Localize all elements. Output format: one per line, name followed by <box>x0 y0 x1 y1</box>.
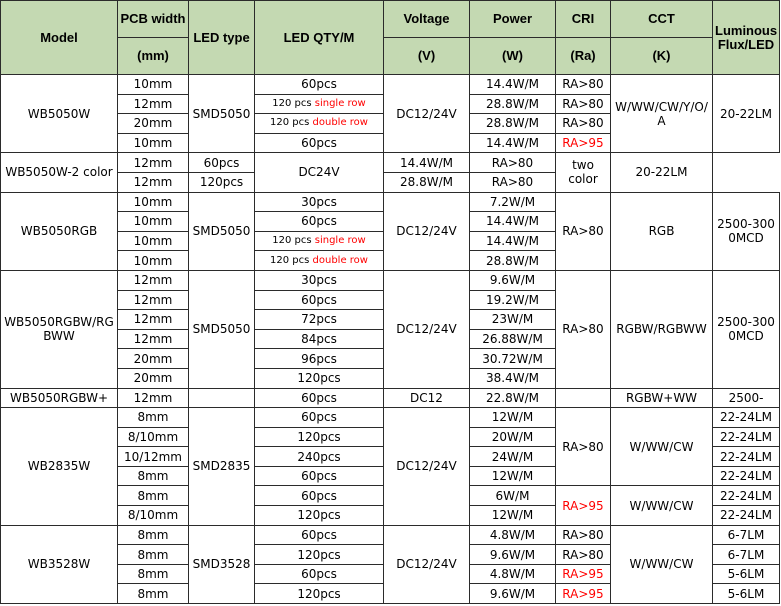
power-cell: 6W/M <box>470 486 556 506</box>
cri-cell: RA>80 <box>556 545 611 565</box>
luminous-flux-cell: 2500-3000MCD <box>713 270 780 388</box>
pcb-width-cell: 8mm <box>118 408 189 428</box>
header-row-2 <box>1 38 780 75</box>
pcb-width-cell: 8mm <box>118 545 189 565</box>
header-led-qty: LED QTY/M <box>255 1 384 75</box>
power-cell: 4.8W/M <box>470 525 556 545</box>
voltage-cell: DC24V <box>255 153 384 192</box>
led-qty-cell <box>255 231 384 251</box>
header-luminous-flux: Luminous Flux/LED <box>713 1 780 75</box>
cri-cell: RA>80 <box>556 525 611 545</box>
led-qty-cell: 60pcs <box>255 408 384 428</box>
cri-cell: RA>95 <box>556 133 611 153</box>
led-qty-cell <box>255 114 384 134</box>
led-type-cell: SMD2835 <box>189 408 255 526</box>
power-cell: 7.2W/M <box>470 192 556 212</box>
table-row <box>1 192 780 212</box>
led-qty-number: 120 pcs <box>270 254 313 266</box>
led-qty-cell: 120pcs <box>255 427 384 447</box>
led-type-cell: SMD5050 <box>189 75 255 153</box>
table-row <box>1 270 780 290</box>
header-cct: CCT <box>611 1 713 38</box>
power-cell: 38.4W/M <box>470 368 556 388</box>
pcb-width-cell: 10mm <box>118 212 189 232</box>
pcb-width-cell: 8mm <box>118 564 189 584</box>
row-type-note: double row <box>312 254 368 266</box>
voltage-cell: DC12/24V <box>384 75 470 153</box>
pcb-width-cell: 12mm <box>118 153 189 173</box>
luminous-flux-cell: 22-24LM <box>713 408 780 428</box>
power-cell: 22.8W/M <box>470 388 556 408</box>
pcb-width-cell: 10mm <box>118 133 189 153</box>
power-cell: 12W/M <box>470 466 556 486</box>
luminous-flux-cell: 22-24LM <box>713 506 780 526</box>
pcb-width-cell: 8mm <box>118 486 189 506</box>
voltage-cell: DC12/24V <box>384 192 470 270</box>
header-cri-unit: (Ra) <box>556 38 611 75</box>
cri-cell: RA>80 <box>556 408 611 486</box>
model-cell: WB5050RGBW/RGBWW <box>1 270 118 388</box>
pcb-width-cell: 10mm <box>118 192 189 212</box>
voltage-cell: DC12/24V <box>384 525 470 603</box>
cct-cell: W/WW/CW <box>611 525 713 603</box>
voltage-cell: DC12 <box>384 388 470 408</box>
cri-cell: RA>80 <box>556 75 611 95</box>
pcb-width-cell: 12mm <box>118 270 189 290</box>
led-qty-cell: 30pcs <box>255 192 384 212</box>
cct-cell: W/WW/CW/Y/O/A <box>611 75 713 153</box>
model-cell: WB5050RGB <box>1 192 118 270</box>
power-cell: 20W/M <box>470 427 556 447</box>
cri-cell: RA>80 <box>556 270 611 388</box>
power-cell: 24W/M <box>470 447 556 467</box>
cri-cell: RA>80 <box>470 172 556 192</box>
pcb-width-cell: 12mm <box>118 172 189 192</box>
cri-cell: RA>95 <box>556 564 611 584</box>
header-power: Power <box>470 1 556 38</box>
table-row <box>1 525 780 545</box>
led-qty-cell: 60pcs <box>255 133 384 153</box>
model-cell: WB5050RGBW+ <box>1 388 118 408</box>
luminous-flux-cell: 22-24LM <box>713 447 780 467</box>
cri-cell: RA>80 <box>470 153 556 173</box>
cct-cell: W/WW/CW <box>611 486 713 525</box>
pcb-width-cell: 12mm <box>118 329 189 349</box>
header-model: Model <box>1 1 118 75</box>
power-cell: 28.8W/M <box>384 172 470 192</box>
row-type-note: single row <box>314 235 366 247</box>
header-voltage-unit: (V) <box>384 38 470 75</box>
led-qty-cell: 60pcs <box>255 486 384 506</box>
luminous-flux-cell: 20-22LM <box>611 153 713 192</box>
power-cell: 12W/M <box>470 506 556 526</box>
power-cell: 14.4W/M <box>470 212 556 232</box>
cct-cell: W/WW/CW <box>611 408 713 486</box>
pcb-width-cell: 20mm <box>118 349 189 369</box>
model-cell: WB5050W <box>1 75 118 153</box>
cri-cell: RA>95 <box>556 584 611 604</box>
led-qty-cell: 120pcs <box>255 584 384 604</box>
pcb-width-cell: 20mm <box>118 114 189 134</box>
power-cell: 9.6W/M <box>470 584 556 604</box>
cri-cell <box>556 388 611 408</box>
header-cct-unit: (K) <box>611 38 713 75</box>
header-pcb-width: PCB width <box>118 1 189 38</box>
pcb-width-cell: 12mm <box>118 310 189 330</box>
pcb-width-cell: 8/10mm <box>118 506 189 526</box>
table-row <box>1 408 780 428</box>
led-qty-cell: 60pcs <box>255 525 384 545</box>
led-qty-cell: 84pcs <box>255 329 384 349</box>
power-cell: 14.4W/M <box>470 231 556 251</box>
led-qty-number: 120 pcs <box>272 235 315 247</box>
cri-cell: RA>80 <box>556 192 611 270</box>
pcb-width-cell: 8mm <box>118 466 189 486</box>
led-qty-cell: 60pcs <box>255 212 384 232</box>
led-qty-cell: 72pcs <box>255 310 384 330</box>
pcb-width-cell: 8mm <box>118 525 189 545</box>
header-row-1 <box>1 1 780 38</box>
led-qty-cell: 120pcs <box>255 545 384 565</box>
power-cell: 9.6W/M <box>470 545 556 565</box>
led-qty-cell: 60pcs <box>189 153 255 173</box>
header-voltage: Voltage <box>384 1 470 38</box>
pcb-width-cell: 10mm <box>118 231 189 251</box>
power-cell: 28.8W/M <box>470 251 556 271</box>
led-qty-cell <box>255 94 384 114</box>
luminous-flux-cell: 2500- <box>713 388 780 408</box>
pcb-width-cell: 10mm <box>118 75 189 95</box>
led-qty-number: 120 pcs <box>270 117 313 129</box>
power-cell: 4.8W/M <box>470 564 556 584</box>
luminous-flux-cell: 22-24LM <box>713 427 780 447</box>
header-led-type: LED type <box>189 1 255 75</box>
led-qty-cell: 120pcs <box>255 506 384 526</box>
led-type-cell: SMD5050 <box>189 192 255 270</box>
led-qty-number: 120 pcs <box>272 97 315 109</box>
pcb-width-cell: 10mm <box>118 251 189 271</box>
model-cell: WB3528W <box>1 525 118 603</box>
row-type-note: single row <box>314 97 366 109</box>
luminous-flux-cell: 2500-3000MCD <box>713 192 780 270</box>
pcb-width-cell: 12mm <box>118 290 189 310</box>
model-cell: WB2835W <box>1 408 118 526</box>
header-power-unit: (W) <box>470 38 556 75</box>
cri-cell: RA>95 <box>556 486 611 525</box>
luminous-flux-cell: 6-7LM <box>713 545 780 565</box>
led-qty-cell: 60pcs <box>255 75 384 95</box>
power-cell: 26.88W/M <box>470 329 556 349</box>
power-cell: 23W/M <box>470 310 556 330</box>
led-qty-cell <box>255 251 384 271</box>
power-cell: 14.4W/M <box>470 75 556 95</box>
led-qty-cell: 60pcs <box>255 290 384 310</box>
led-type-cell: SMD3528 <box>189 525 255 603</box>
table-row <box>1 388 780 408</box>
pcb-width-cell: 20mm <box>118 368 189 388</box>
led-type-cell: SMD5050 <box>189 270 255 388</box>
led-qty-cell: 60pcs <box>255 466 384 486</box>
led-qty-cell: 60pcs <box>255 564 384 584</box>
power-cell: 14.4W/M <box>470 133 556 153</box>
luminous-flux-cell: 6-7LM <box>713 525 780 545</box>
voltage-cell: DC12/24V <box>384 408 470 526</box>
led-type-cell <box>189 388 255 408</box>
led-qty-cell: 96pcs <box>255 349 384 369</box>
power-cell: 12W/M <box>470 408 556 428</box>
voltage-cell: DC12/24V <box>384 270 470 388</box>
cct-cell: RGB <box>611 192 713 270</box>
pcb-width-cell: 12mm <box>118 388 189 408</box>
model-cell: WB5050W-2 color <box>1 153 118 192</box>
luminous-flux-cell: 22-24LM <box>713 486 780 506</box>
pcb-width-cell: 10/12mm <box>118 447 189 467</box>
header-cri: CRI <box>556 1 611 38</box>
luminous-flux-cell: 5-6LM <box>713 564 780 584</box>
header-pcb-unit: (mm) <box>118 38 189 75</box>
cri-cell: RA>80 <box>556 94 611 114</box>
led-qty-cell: 120pcs <box>255 368 384 388</box>
led-qty-cell: 60pcs <box>255 388 384 408</box>
power-cell: 14.4W/M <box>384 153 470 173</box>
cct-cell: RGBW/RGBWW <box>611 270 713 388</box>
led-qty-cell: 30pcs <box>255 270 384 290</box>
luminous-flux-cell: 5-6LM <box>713 584 780 604</box>
led-qty-cell: 120pcs <box>189 172 255 192</box>
power-cell: 9.6W/M <box>470 270 556 290</box>
luminous-flux-cell: 22-24LM <box>713 466 780 486</box>
pcb-width-cell: 12mm <box>118 94 189 114</box>
power-cell: 19.2W/M <box>470 290 556 310</box>
led-qty-cell: 240pcs <box>255 447 384 467</box>
cct-cell: two color <box>556 153 611 192</box>
power-cell: 28.8W/M <box>470 114 556 134</box>
luminous-flux-cell: 20-22LM <box>713 75 780 153</box>
cct-cell: RGBW+WW <box>611 388 713 408</box>
cri-cell: RA>80 <box>556 114 611 134</box>
pcb-width-cell: 8/10mm <box>118 427 189 447</box>
power-cell: 30.72W/M <box>470 349 556 369</box>
power-cell: 28.8W/M <box>470 94 556 114</box>
table-row <box>1 153 780 173</box>
row-type-note: double row <box>312 117 368 129</box>
table-row <box>1 75 780 95</box>
pcb-width-cell: 8mm <box>118 584 189 604</box>
